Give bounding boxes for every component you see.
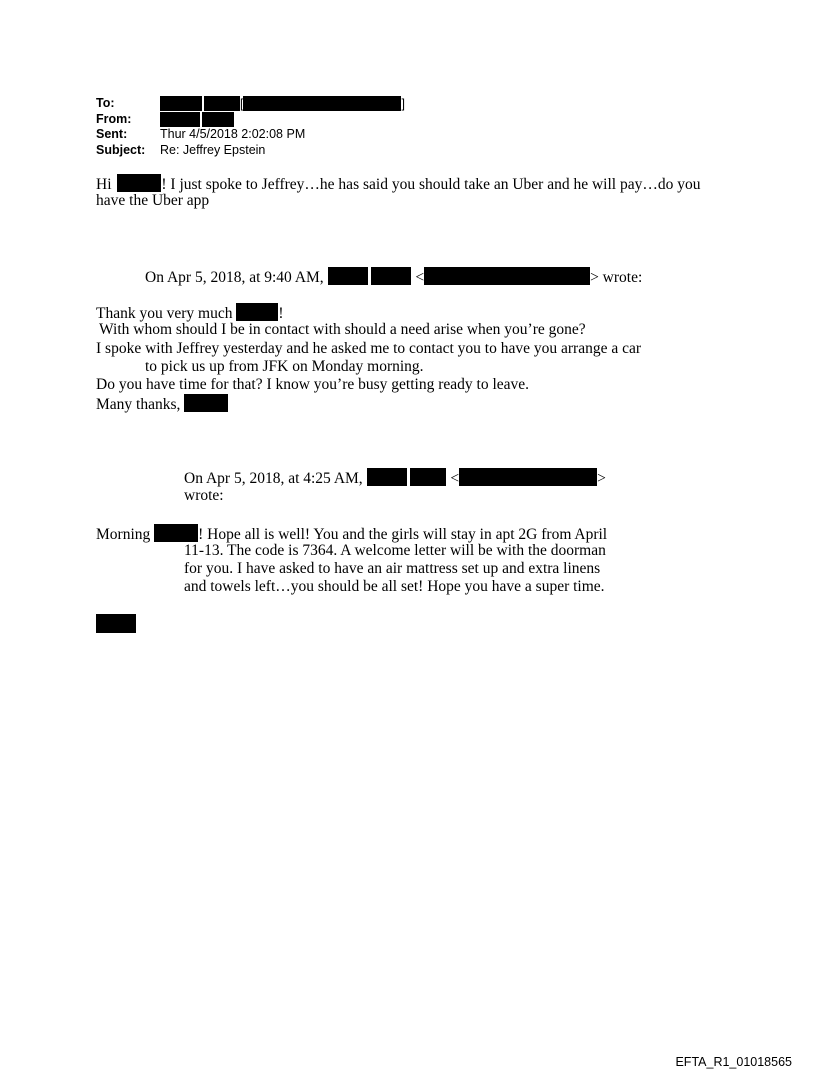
quote1-line-4: to pick us up from JFK on Monday morning. <box>145 358 424 375</box>
quote2-attribution-prefix: On Apr 5, 2018, at 4:25 AM, <box>184 470 363 487</box>
signature-redaction <box>96 614 136 633</box>
redaction-box <box>410 468 446 486</box>
redaction-box <box>117 174 161 192</box>
redaction-box <box>236 303 278 321</box>
quote2-attribution-gt: > <box>597 470 606 487</box>
reply-text: ! I just spoke to Jeffrey…he has said you should take an Uber and he will pay…do you <box>161 176 701 193</box>
redaction-box <box>328 267 368 285</box>
sent-label: Sent: <box>96 127 128 141</box>
from-label: From: <box>96 111 132 126</box>
quote1-attribution-suffix: > wrote: <box>590 269 643 286</box>
redaction-box <box>202 112 234 127</box>
quote1-line-6 <box>96 394 228 415</box>
redaction-box <box>371 267 411 285</box>
quote1-line-5: Do you have time for that? I know you’re busy getting ready to leave. <box>96 376 530 393</box>
to-open-bracket: [ <box>240 97 244 111</box>
to-close-bracket: ] <box>401 97 405 111</box>
redaction-box <box>204 96 240 111</box>
quote2-line-2: 11-13. The code is 7364. A welcome letter will be with the doorman <box>184 542 606 559</box>
redaction-box <box>424 267 590 285</box>
redaction-box <box>154 524 198 542</box>
reply-line-2: have the Uber app <box>96 192 210 209</box>
quote1-attribution-prefix: On Apr 5, 2018, at 9:40 AM, <box>145 269 324 286</box>
redaction-box <box>160 112 200 127</box>
to-value <box>160 96 405 113</box>
redaction-box <box>160 96 202 111</box>
quote2-text: ! Hope all is well! You and the girls will stay in apt 2G from April <box>198 526 608 543</box>
quote2-attribution-lt: < <box>450 470 460 487</box>
quote2-line-3: for you. I have asked to have an air mattress set up and extra linens <box>184 560 601 577</box>
quote1-signoff: Many thanks, <box>96 396 181 413</box>
quote2-attribution-line-2: wrote: <box>184 487 224 504</box>
redaction-box <box>243 96 401 111</box>
subject-label: Subject: <box>96 142 146 157</box>
quote2-line-4: and towels left…you should be all set! Hope you have a super time. <box>184 578 605 595</box>
quote1-exclaim: ! <box>278 305 284 322</box>
document-id: EFTA_R1_01018565 <box>675 1055 792 1069</box>
quote2-greeting: Morning <box>96 526 151 543</box>
redaction-box <box>184 394 228 412</box>
from-value <box>160 112 234 129</box>
redaction-box <box>367 468 407 486</box>
quote2-attribution <box>184 468 606 489</box>
sent-value: Thur 4/5/2018 2:02:08 PM <box>160 127 306 141</box>
quote1-line-3: I spoke with Jeffrey yesterday and he asked me to contact you to have you arrange a car <box>96 340 642 357</box>
quote1-thanks: Thank you very much <box>96 305 233 322</box>
reply-greeting: Hi <box>96 176 112 193</box>
quote1-attribution <box>145 267 642 288</box>
to-label: To: <box>96 96 115 110</box>
quote1-attribution-lt: < <box>415 269 425 286</box>
redaction-box <box>459 468 597 486</box>
quote1-line-2: With whom should I be in contact with should a need arise when you’re gone? <box>99 321 586 338</box>
subject-value: Re: Jeffrey Epstein <box>160 142 266 157</box>
